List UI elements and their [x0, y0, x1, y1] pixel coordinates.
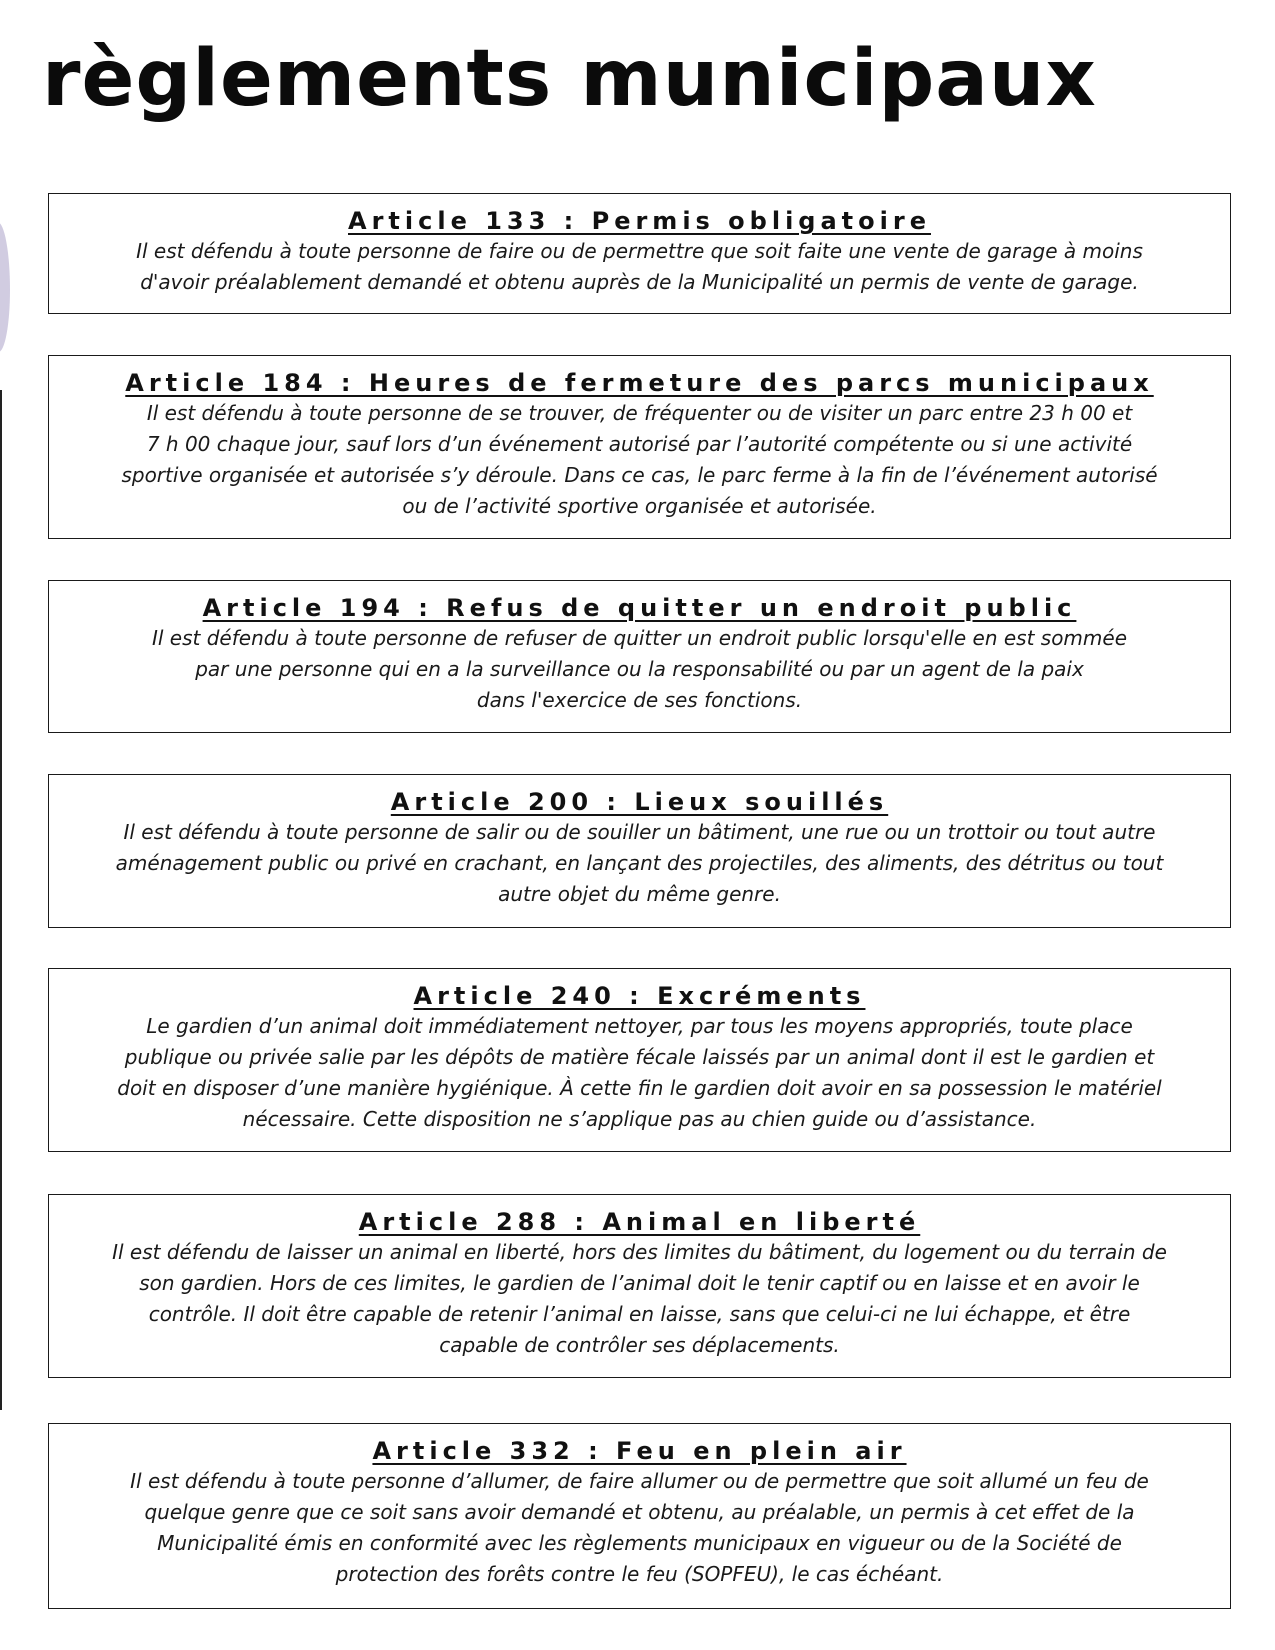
article-box-332 — [48, 1423, 1231, 1609]
article-heading: Article 184 : Heures de fermeture des parcs municipaux — [125, 369, 1154, 397]
article-body-line: par une personne qui en a la surveillance ou la responsabilité ou par un agent de la paix — [195, 657, 1084, 681]
decorative-paint-splash — [0, 222, 10, 352]
article-body — [49, 817, 1230, 910]
article-body-line: Municipalité émis en conformité avec les règlements municipaux en vigueur ou de la Société de — [157, 1531, 1122, 1555]
article-body-line: doit en disposer d’une manière hygiénique. À cette fin le gardien doit avoir en sa possession le matériel — [117, 1076, 1162, 1100]
article-body-line: Il est défendu à toute personne de se trouver, de fréquenter ou de visiter un parc entre 23 h 00 et — [146, 401, 1133, 425]
article-heading: Article 240 : Excréments — [413, 982, 866, 1010]
article-body — [49, 1011, 1230, 1135]
article-body — [49, 398, 1230, 522]
article-body — [49, 623, 1230, 716]
article-body-line: Il est défendu à toute personne de faire ou de permettre que soit faite une vente de garage à moins — [136, 239, 1143, 263]
article-body-line: publique ou privée salie par les dépôts de matière fécale laissés par un animal dont il est le gardien et — [124, 1045, 1155, 1069]
article-body-line: ou de l’activité sportive organisée et autorisée. — [402, 494, 877, 518]
article-body-line: Il est défendu à toute personne de refuser de quitter un endroit public lorsqu'elle en est sommée — [151, 626, 1128, 650]
article-box-288 — [48, 1194, 1231, 1378]
decorative-vertical-rule — [0, 390, 2, 1410]
article-body-line: dans l'exercice de ses fonctions. — [476, 688, 803, 712]
article-heading: Article 288 : Animal en liberté — [358, 1208, 921, 1236]
article-body-line: nécessaire. Cette disposition ne s’applique pas au chien guide ou d’assistance. — [242, 1107, 1037, 1131]
article-body — [49, 236, 1230, 298]
article-box-184 — [48, 355, 1231, 539]
article-body-line: protection des forêts contre le feu (SOPFEU), le cas échéant. — [335, 1562, 944, 1586]
article-body-line: d'avoir préalablement demandé et obtenu auprès de la Municipalité un permis de vente de garage. — [140, 270, 1139, 294]
article-body — [49, 1237, 1230, 1361]
article-box-200 — [48, 774, 1231, 928]
article-heading: Article 194 : Refus de quitter un endroit public — [202, 594, 1077, 622]
article-body-line: son gardien. Hors de ces limites, le gardien de l’animal doit le tenir captif ou en laisse et en avoir le — [139, 1271, 1140, 1295]
page-title: règlements municipaux — [42, 34, 1097, 124]
article-heading: Article 133 : Permis obligatoire — [348, 207, 931, 235]
article-heading: Article 332 : Feu en plein air — [372, 1437, 907, 1465]
article-box-133 — [48, 193, 1231, 314]
article-body-line: 7 h 00 chaque jour, sauf lors d’un événement autorisé par l’autorité compétente ou si une activité — [146, 432, 1133, 456]
article-body-line: Le gardien d’un animal doit immédiatement nettoyer, par tous les moyens appropriés, toute place — [146, 1014, 1133, 1038]
article-heading: Article 200 : Lieux souillés — [390, 788, 889, 816]
article-body-line: capable de contrôler ses déplacements. — [439, 1333, 840, 1357]
article-body-line: Il est défendu à toute personne de salir ou de souiller un bâtiment, une rue ou un trottoir ou tout autre — [123, 820, 1156, 844]
article-body-line: quelque genre que ce soit sans avoir demandé et obtenu, au préalable, un permis à cet effet de la — [144, 1500, 1135, 1524]
article-body-line: autre objet du même genre. — [498, 882, 781, 906]
article-box-194 — [48, 580, 1231, 733]
article-body-line: aménagement public ou privé en crachant, en lançant des projectiles, des aliments, des détritus ou tout — [115, 851, 1164, 875]
article-body-line: sportive organisée et autorisée s’y déroule. Dans ce cas, le parc ferme à la fin de l’événement autorisé — [121, 463, 1158, 487]
article-body-line: Il est défendu à toute personne d’allumer, de faire allumer ou de permettre que soit allumé un feu de — [130, 1469, 1149, 1493]
article-body-line: Il est défendu de laisser un animal en liberté, hors des limites du bâtiment, du logement ou du terrain de — [112, 1240, 1167, 1264]
article-box-240 — [48, 968, 1231, 1152]
article-body — [49, 1466, 1230, 1590]
article-body-line: contrôle. Il doit être capable de retenir l’animal en laisse, sans que celui-ci ne lui échappe, et être — [148, 1302, 1131, 1326]
